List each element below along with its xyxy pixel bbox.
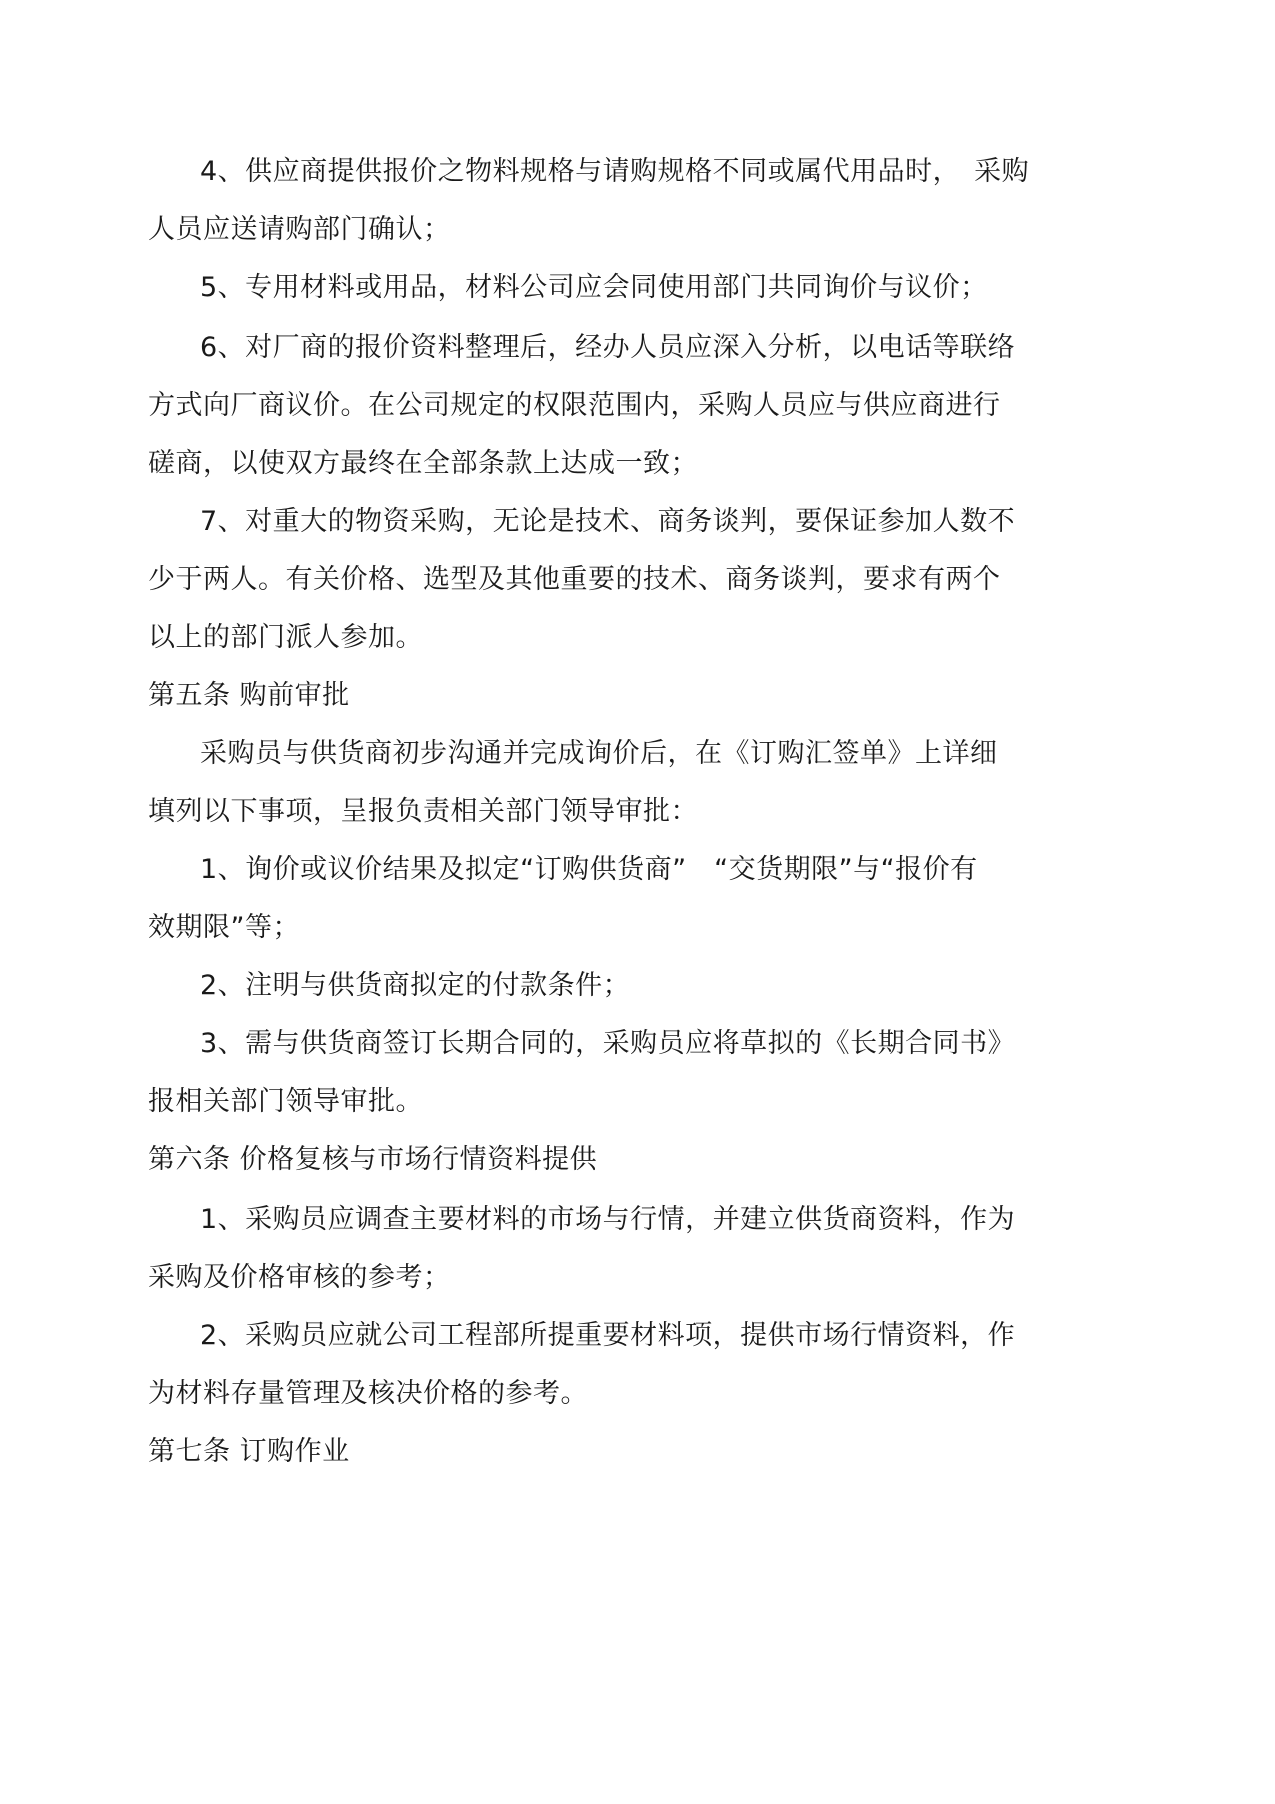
section-heading: 第七条 订购作业 [148,1436,350,1467]
paragraph-line: 报相关部门领导审批。 [148,1086,423,1117]
paragraph-line: 1、采购员应调查主要材料的市场与行情，并建立供货商资料，作为 [200,1204,1016,1235]
paragraph-line: 5、专用材料或用品，材料公司应会同使用部门共同询价与议价； [200,272,988,303]
section-heading: 第五条 购前审批 [148,680,350,711]
paragraph-line: 2、采购员应就公司工程部所提重要材料项，提供市场行情资料，作 [200,1320,1016,1351]
paragraph-line: 采购及价格审核的参考； [148,1262,451,1293]
paragraph-line: 7、对重大的物资采购，无论是技术、商务谈判，要保证参加人数不 [200,506,1016,537]
paragraph-line: 少于两人。有关价格、选型及其他重要的技术、商务谈判，要求有两个 [148,564,1001,595]
paragraph-line: 方式向厂商议价。在公司规定的权限范围内，采购人员应与供应商进行 [148,390,1001,421]
paragraph-line: 为材料存量管理及核决价格的参考。 [148,1378,588,1409]
paragraph-line: 人员应送请购部门确认； [148,214,451,245]
section-heading: 第六条 价格复核与市场行情资料提供 [148,1144,598,1175]
paragraph-line: 1、询价或议价结果及拟定“订购供货商” “交货期限”与“报价有 [200,854,978,885]
paragraph-line: 4、供应商提供报价之物料规格与请购规格不同或属代用品时， 采购 [200,156,1030,187]
paragraph-line: 采购员与供货商初步沟通并完成询价后，在《订购汇签单》上详细 [200,738,998,769]
paragraph-line: 以上的部门派人参加。 [148,622,423,653]
paragraph-line: 6、对厂商的报价资料整理后，经办人员应深入分析，以电话等联络 [200,332,1016,363]
paragraph-line: 效期限”等； [148,912,300,943]
paragraph-line: 2、注明与供货商拟定的付款条件； [200,970,631,1001]
paragraph-line: 磋商，以使双方最终在全部条款上达成一致； [148,448,698,479]
paragraph-line: 填列以下事项，呈报负责相关部门领导审批： [148,796,698,827]
paragraph-line: 3、需与供货商签订长期合同的，采购员应将草拟的《长期合同书》 [200,1028,1016,1059]
